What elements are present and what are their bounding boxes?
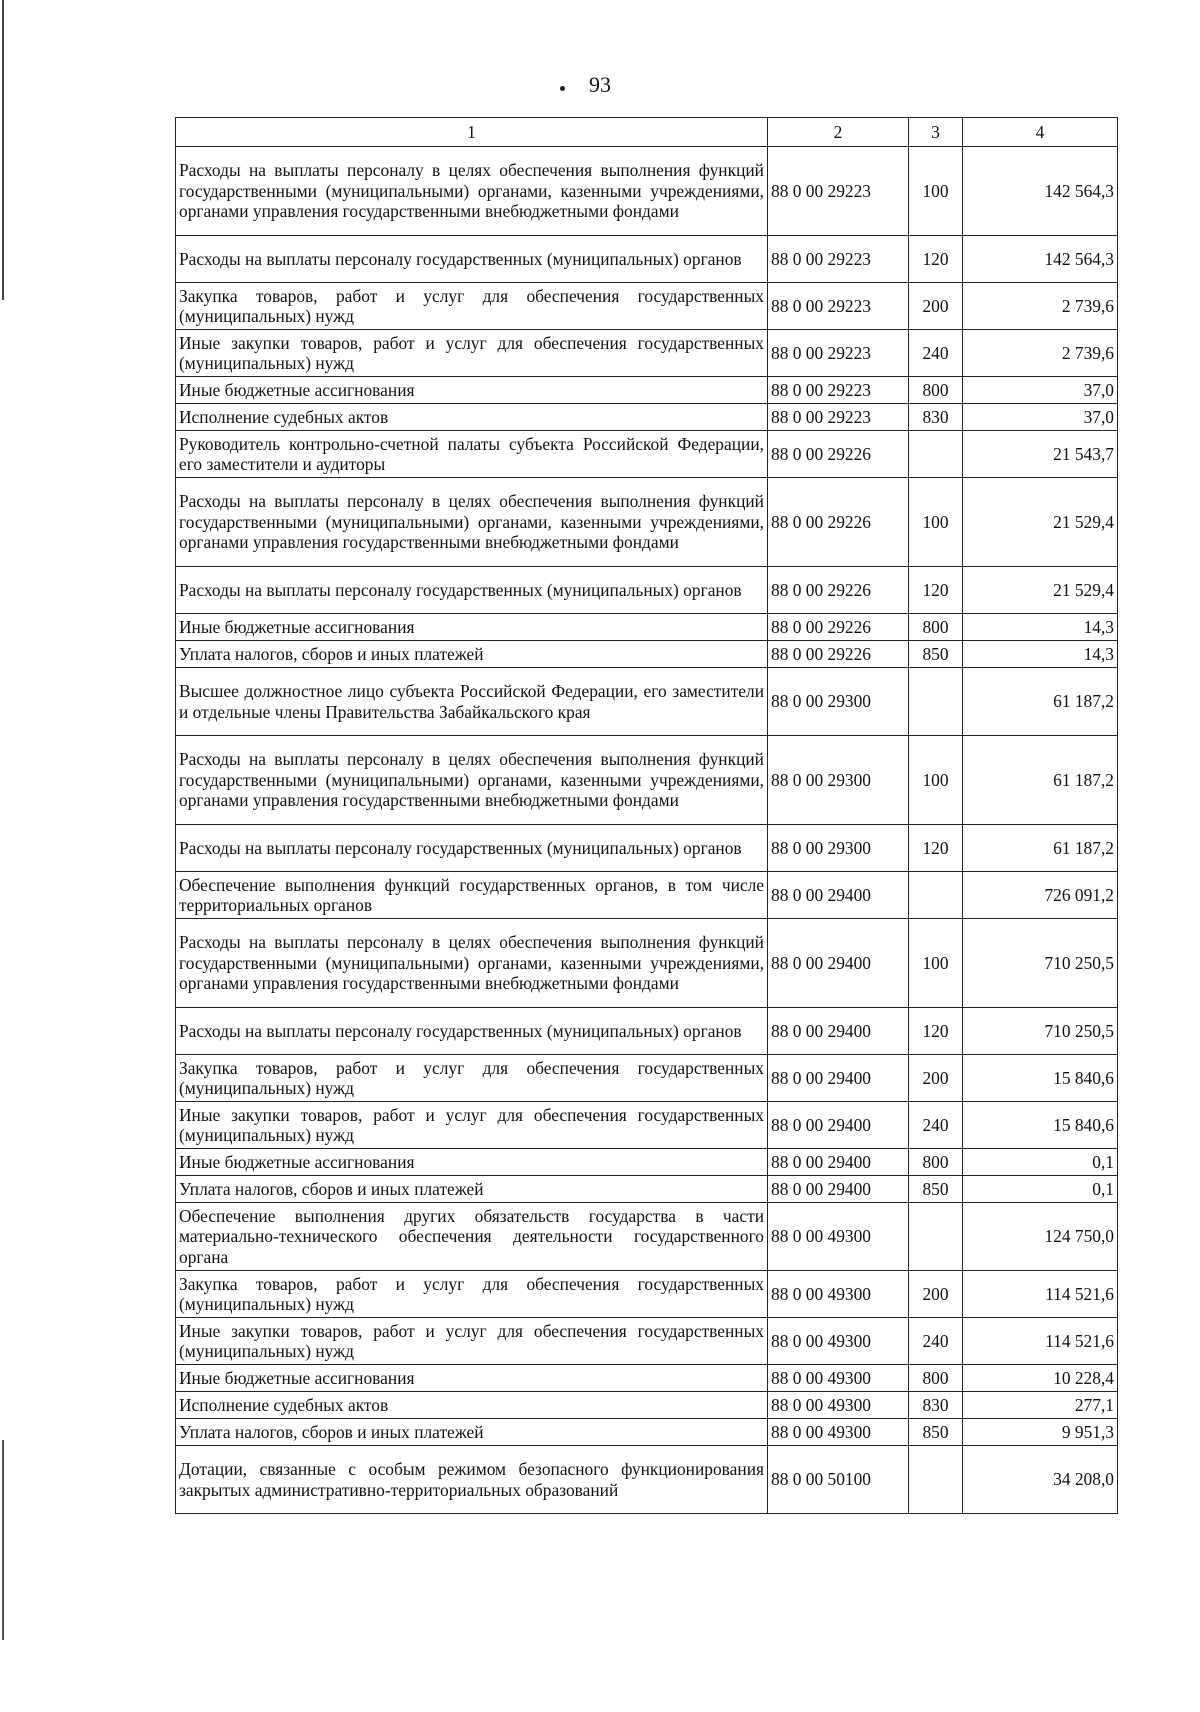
row-description: Расходы на выплаты персоналу в целях обеспечения выполнения функций государственными (муниципальными) органами, казенными учреждениями, органами управления государственными внебюджетными фондами xyxy=(176,478,768,567)
row-target-code: 88 0 00 29400 xyxy=(768,1055,909,1102)
row-amount: 142 564,3 xyxy=(963,147,1118,236)
row-expense-type: 800 xyxy=(909,377,963,404)
row-expense-type: 100 xyxy=(909,478,963,567)
table-row xyxy=(176,283,1118,330)
row-target-code: 88 0 00 29400 xyxy=(768,1176,909,1203)
row-amount: 2 739,6 xyxy=(963,283,1118,330)
row-amount: 34 208,0 xyxy=(963,1446,1118,1514)
row-expense-type: 240 xyxy=(909,330,963,377)
row-amount: 21 543,7 xyxy=(963,431,1118,478)
table-row xyxy=(176,641,1118,668)
row-description: Расходы на выплаты персоналу государственных (муниципальных) органов xyxy=(176,1008,768,1055)
row-description: Закупка товаров, работ и услуг для обеспечения государственных (муниципальных) нужд xyxy=(176,1271,768,1318)
row-amount: 0,1 xyxy=(963,1176,1118,1203)
row-expense-type: 120 xyxy=(909,1008,963,1055)
row-amount: 2 739,6 xyxy=(963,330,1118,377)
row-description: Руководитель контрольно-счетной палаты субъекта Российской Федерации, его заместители и аудиторы xyxy=(176,431,768,478)
row-description: Иные закупки товаров, работ и услуг для обеспечения государственных (муниципальных) нужд xyxy=(176,1318,768,1365)
row-amount: 142 564,3 xyxy=(963,236,1118,283)
row-target-code: 88 0 00 29226 xyxy=(768,567,909,614)
row-target-code: 88 0 00 29223 xyxy=(768,236,909,283)
row-description: Расходы на выплаты персоналу государственных (муниципальных) органов xyxy=(176,567,768,614)
row-description: Исполнение судебных актов xyxy=(176,1392,768,1419)
column-header-1: 1 xyxy=(176,118,768,147)
table-row xyxy=(176,1446,1118,1514)
table-row xyxy=(176,1392,1118,1419)
table-row xyxy=(176,1149,1118,1176)
row-target-code: 88 0 00 49300 xyxy=(768,1203,909,1271)
row-description: Расходы на выплаты персоналу в целях обеспечения выполнения функций государственными (муниципальными) органами, казенными учреждениями, органами управления государственными внебюджетными фондами xyxy=(176,736,768,825)
scan-margin-line xyxy=(2,1440,4,1640)
budget-table xyxy=(175,117,1118,1514)
row-target-code: 88 0 00 29226 xyxy=(768,478,909,567)
row-target-code: 88 0 00 29400 xyxy=(768,1102,909,1149)
column-header-2: 2 xyxy=(768,118,909,147)
row-amount: 61 187,2 xyxy=(963,736,1118,825)
table-row xyxy=(176,330,1118,377)
table-row xyxy=(176,377,1118,404)
row-description: Расходы на выплаты персоналу в целях обеспечения выполнения функций государственными (муниципальными) органами, казенными учреждениями, органами управления государственными внебюджетными фондами xyxy=(176,147,768,236)
row-amount: 710 250,5 xyxy=(963,919,1118,1008)
row-description: Иные бюджетные ассигнования xyxy=(176,377,768,404)
row-target-code: 88 0 00 29400 xyxy=(768,1008,909,1055)
row-amount: 14,3 xyxy=(963,641,1118,668)
row-description: Закупка товаров, работ и услуг для обеспечения государственных (муниципальных) нужд xyxy=(176,1055,768,1102)
row-expense-type: 830 xyxy=(909,404,963,431)
row-expense-type: 830 xyxy=(909,1392,963,1419)
row-expense-type: 100 xyxy=(909,919,963,1008)
row-expense-type: 240 xyxy=(909,1318,963,1365)
row-target-code: 88 0 00 29226 xyxy=(768,641,909,668)
table-row xyxy=(176,147,1118,236)
table-row xyxy=(176,1271,1118,1318)
column-header-4: 4 xyxy=(963,118,1118,147)
table-row xyxy=(176,1203,1118,1271)
row-expense-type: 200 xyxy=(909,1055,963,1102)
row-expense-type: 120 xyxy=(909,567,963,614)
row-expense-type: 850 xyxy=(909,1419,963,1446)
row-description: Уплата налогов, сборов и иных платежей xyxy=(176,1176,768,1203)
row-target-code: 88 0 00 29223 xyxy=(768,283,909,330)
table-header-row xyxy=(176,118,1118,147)
table-row xyxy=(176,1365,1118,1392)
row-description: Иные закупки товаров, работ и услуг для обеспечения государственных (муниципальных) нужд xyxy=(176,1102,768,1149)
row-expense-type: 100 xyxy=(909,147,963,236)
row-amount: 21 529,4 xyxy=(963,567,1118,614)
row-target-code: 88 0 00 49300 xyxy=(768,1419,909,1446)
row-target-code: 88 0 00 29223 xyxy=(768,147,909,236)
row-description: Расходы на выплаты персоналу государственных (муниципальных) органов xyxy=(176,236,768,283)
row-description: Исполнение судебных актов xyxy=(176,404,768,431)
row-target-code: 88 0 00 29223 xyxy=(768,404,909,431)
row-target-code: 88 0 00 29300 xyxy=(768,668,909,736)
table-body xyxy=(176,147,1118,1514)
row-target-code: 88 0 00 29226 xyxy=(768,614,909,641)
row-expense-type xyxy=(909,872,963,919)
row-target-code: 88 0 00 50100 xyxy=(768,1446,909,1514)
table-row xyxy=(176,1176,1118,1203)
row-expense-type: 800 xyxy=(909,614,963,641)
table-row xyxy=(176,1318,1118,1365)
row-amount: 61 187,2 xyxy=(963,825,1118,872)
row-target-code: 88 0 00 49300 xyxy=(768,1271,909,1318)
row-description: Иные бюджетные ассигнования xyxy=(176,1149,768,1176)
row-amount: 10 228,4 xyxy=(963,1365,1118,1392)
row-amount: 37,0 xyxy=(963,377,1118,404)
table-row xyxy=(176,825,1118,872)
row-amount: 114 521,6 xyxy=(963,1318,1118,1365)
row-target-code: 88 0 00 29300 xyxy=(768,825,909,872)
row-amount: 14,3 xyxy=(963,614,1118,641)
table-row xyxy=(176,236,1118,283)
page-number: 93 xyxy=(589,72,611,97)
row-expense-type xyxy=(909,1203,963,1271)
table-row xyxy=(176,1419,1118,1446)
row-amount: 15 840,6 xyxy=(963,1055,1118,1102)
row-description: Уплата налогов, сборов и иных платежей xyxy=(176,641,768,668)
table-row xyxy=(176,919,1118,1008)
row-target-code: 88 0 00 49300 xyxy=(768,1392,909,1419)
row-target-code: 88 0 00 49300 xyxy=(768,1365,909,1392)
table-row xyxy=(176,431,1118,478)
table-row xyxy=(176,614,1118,641)
row-target-code: 88 0 00 29223 xyxy=(768,330,909,377)
row-amount: 114 521,6 xyxy=(963,1271,1118,1318)
row-amount: 9 951,3 xyxy=(963,1419,1118,1446)
scan-margin-line xyxy=(2,0,4,300)
row-target-code: 88 0 00 29400 xyxy=(768,1149,909,1176)
row-description: Иные бюджетные ассигнования xyxy=(176,614,768,641)
row-expense-type: 850 xyxy=(909,641,963,668)
table-row xyxy=(176,872,1118,919)
row-amount: 61 187,2 xyxy=(963,668,1118,736)
row-target-code: 88 0 00 29400 xyxy=(768,872,909,919)
table-row xyxy=(176,668,1118,736)
column-header-3: 3 xyxy=(909,118,963,147)
table-row xyxy=(176,478,1118,567)
row-amount: 710 250,5 xyxy=(963,1008,1118,1055)
row-expense-type: 200 xyxy=(909,283,963,330)
table-row xyxy=(176,1055,1118,1102)
row-description: Обеспечение выполнения других обязательств государства в части материально-технического обеспечения деятельности государственного органа xyxy=(176,1203,768,1271)
table-row xyxy=(176,404,1118,431)
row-amount: 726 091,2 xyxy=(963,872,1118,919)
row-amount: 277,1 xyxy=(963,1392,1118,1419)
table-row xyxy=(176,1102,1118,1149)
row-amount: 21 529,4 xyxy=(963,478,1118,567)
row-description: Расходы на выплаты персоналу государственных (муниципальных) органов xyxy=(176,825,768,872)
row-expense-type xyxy=(909,1446,963,1514)
row-amount: 37,0 xyxy=(963,404,1118,431)
row-expense-type: 120 xyxy=(909,825,963,872)
row-target-code: 88 0 00 29300 xyxy=(768,736,909,825)
row-description: Закупка товаров, работ и услуг для обеспечения государственных (муниципальных) нужд xyxy=(176,283,768,330)
row-description: Иные бюджетные ассигнования xyxy=(176,1365,768,1392)
row-description: Высшее должностное лицо субъекта Российской Федерации, его заместители и отдельные члены Правительства Забайкальского края xyxy=(176,668,768,736)
row-target-code: 88 0 00 29223 xyxy=(768,377,909,404)
table-row xyxy=(176,736,1118,825)
row-expense-type: 200 xyxy=(909,1271,963,1318)
row-amount: 0,1 xyxy=(963,1149,1118,1176)
row-expense-type: 850 xyxy=(909,1176,963,1203)
row-target-code: 88 0 00 29226 xyxy=(768,431,909,478)
row-expense-type: 120 xyxy=(909,236,963,283)
row-expense-type: 240 xyxy=(909,1102,963,1149)
row-description: Дотации, связанные с особым режимом безопасного функционирования закрытых административно-территориальных образований xyxy=(176,1446,768,1514)
row-description: Иные закупки товаров, работ и услуг для обеспечения государственных (муниципальных) нужд xyxy=(176,330,768,377)
row-description: Уплата налогов, сборов и иных платежей xyxy=(176,1419,768,1446)
table-row xyxy=(176,1008,1118,1055)
row-amount: 124 750,0 xyxy=(963,1203,1118,1271)
row-description: Расходы на выплаты персоналу в целях обеспечения выполнения функций государственными (муниципальными) органами, казенными учреждениями, органами управления государственными внебюджетными фондами xyxy=(176,919,768,1008)
row-expense-type: 800 xyxy=(909,1149,963,1176)
row-amount: 15 840,6 xyxy=(963,1102,1118,1149)
row-expense-type: 100 xyxy=(909,736,963,825)
row-expense-type xyxy=(909,668,963,736)
table-row xyxy=(176,567,1118,614)
row-description: Обеспечение выполнения функций государственных органов, в том числе территориальных органов xyxy=(176,872,768,919)
row-expense-type: 800 xyxy=(909,1365,963,1392)
row-target-code: 88 0 00 29400 xyxy=(768,919,909,1008)
row-target-code: 88 0 00 49300 xyxy=(768,1318,909,1365)
row-expense-type xyxy=(909,431,963,478)
